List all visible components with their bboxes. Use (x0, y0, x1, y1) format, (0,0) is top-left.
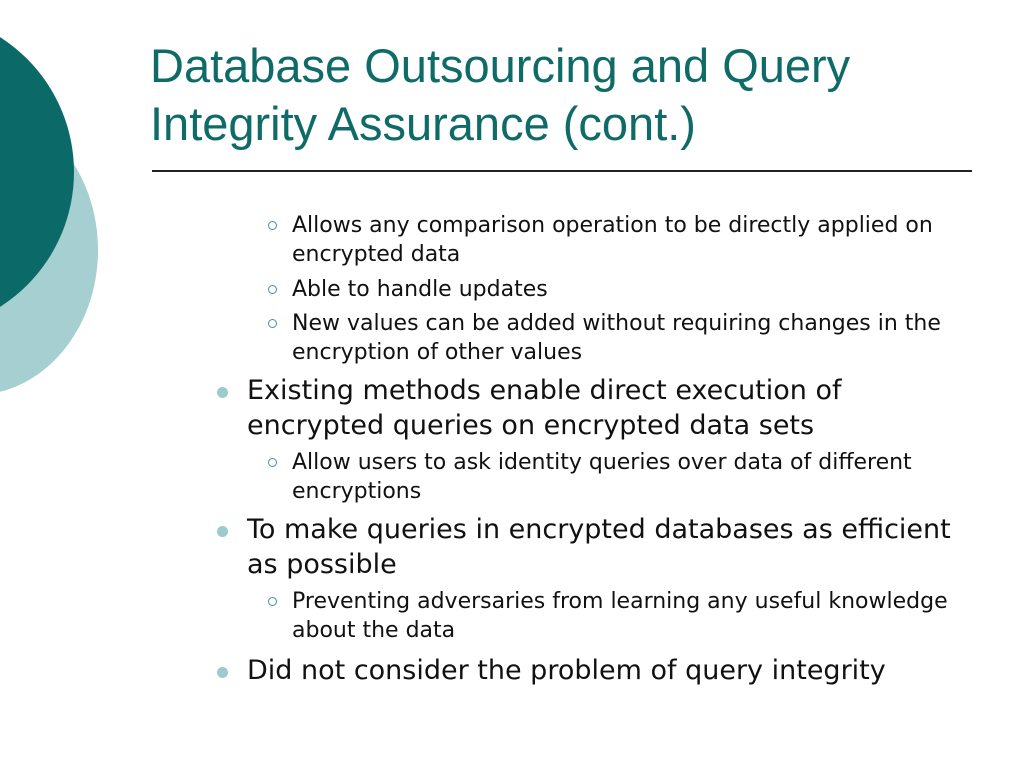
bullet-item (247, 512, 987, 582)
sub-bullet-item (292, 275, 972, 304)
filled-circle-bullet-icon (217, 667, 228, 678)
sub-bullet-item (292, 211, 972, 269)
filled-circle-bullet-icon (217, 387, 228, 398)
hollow-circle-bullet-icon (268, 597, 277, 606)
sub-bullet-text: Allow users to ask identity queries over data of different encryptions (292, 450, 912, 504)
sub-bullet-item (292, 309, 972, 367)
sub-bullet-text: Able to handle updates (292, 277, 548, 302)
bullet-text: Did not consider the problem of query integrity (247, 655, 886, 686)
slide-title-line-1: Database Outsourcing and Query (150, 39, 851, 92)
slide-title-line-2: Integrity Assurance (cont.) (150, 97, 696, 150)
hollow-circle-bullet-icon (268, 221, 277, 230)
hollow-circle-bullet-icon (268, 458, 277, 467)
bullet-text: Existing methods enable direct execution of encrypted queries on encrypted data sets (247, 375, 842, 441)
bullet-text: To make queries in encrypted databases as efficient as possible (247, 514, 951, 580)
bullet-item (247, 653, 987, 688)
sub-bullet-text: New values can be added without requiring changes in the encryption of other values (292, 311, 941, 365)
filled-circle-bullet-icon (217, 526, 228, 537)
slide-title (150, 37, 980, 153)
sub-bullet-item (292, 448, 972, 506)
sub-bullet-text: Allows any comparison operation to be directly applied on encrypted data (292, 213, 933, 267)
title-divider (152, 170, 972, 172)
hollow-circle-bullet-icon (268, 319, 277, 328)
bullet-item (247, 373, 987, 443)
sub-bullet-text: Preventing adversaries from learning any useful knowledge about the data (292, 589, 948, 643)
sub-bullet-item (292, 587, 972, 645)
hollow-circle-bullet-icon (268, 285, 277, 294)
